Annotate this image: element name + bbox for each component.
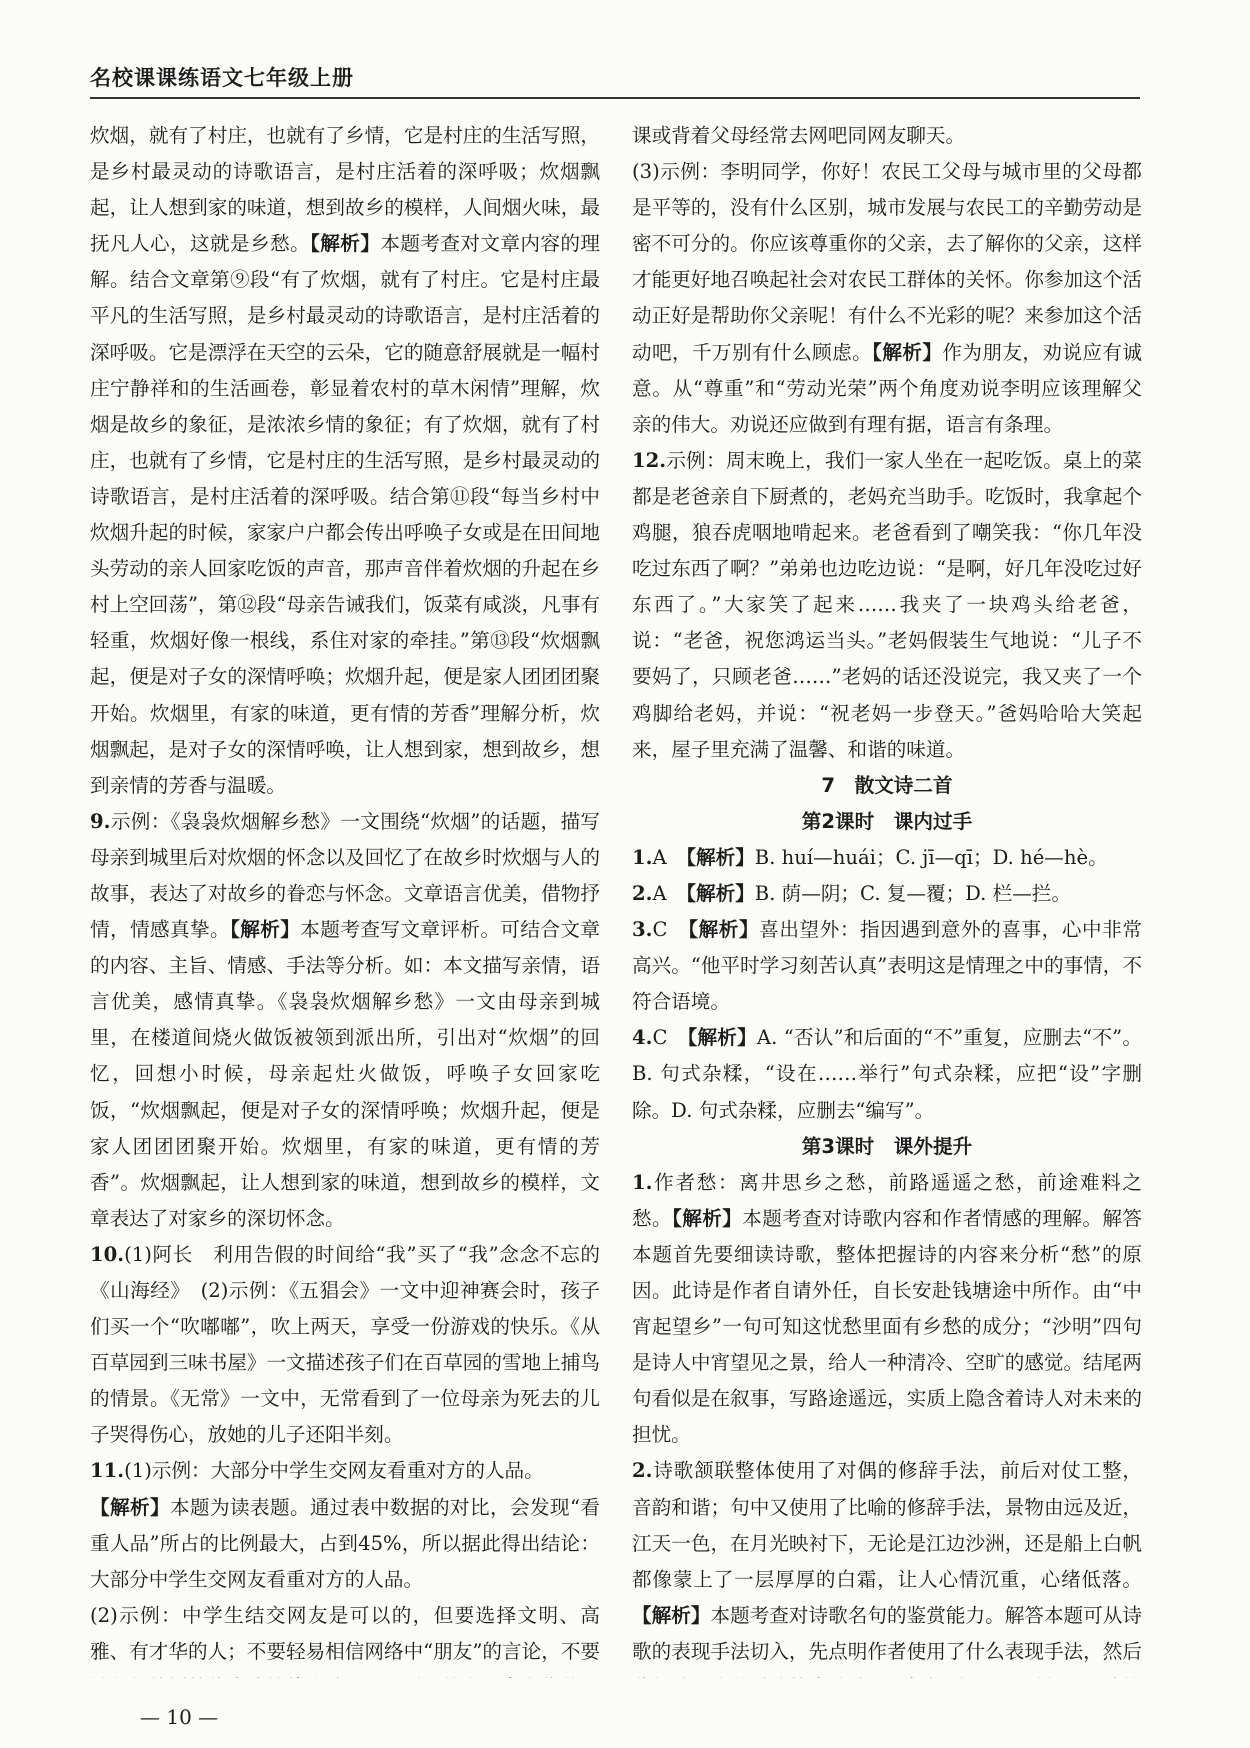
header-divider: [90, 97, 1140, 99]
lesson3-answer-2: 2.诗歌颔联整体使用了对偶的修辞手法，前后对仗工整，音韵和谐；句中又使用了比喻的修辞手法，景物由远及近，江天一色，在月光映衬下，无论是江边沙洲，还是船上白帆都像蒙上了一层厚厚的白霜，让人心情沉重，心绪低落。【解析】本题考查对诗歌名句的鉴赏能力。解答本题可从诗歌的表现手法切入，先点明作者使用了什么表现手法，然后: [632, 1459, 1142, 1663]
right-column: [632, 118, 1142, 1678]
section-title: 7 散文诗二首: [821, 773, 953, 797]
lesson2-answer-1: 1.A 【解析】B. huí—huái；C. jī—qī；D. hé—hè。: [632, 845, 1108, 869]
answer-11: 11.(1)示例：大部分中学生交网友看重对方的人品。: [90, 1459, 544, 1483]
answer-9: 9.示例：《袅袅炊烟解乡愁》一文围绕“炊烟”的话题，描写母亲到城里后对炊烟的怀念以及回忆了在故乡时炊烟与人的故事，表达了对故乡的眷恋与怀念。文章语言优美，借物抒情，情感真挚。【解析】本题考查写文章评析。可结合文章的内容、主旨、情感、手法等分析。如：本文描写亲情，语言优美，感情真挚。《袅袅炊烟解乡愁》一文由母亲到城里，在楼道间烧火做饭被领到派出所，引出对“炊烟”的回忆，回想小时候，母亲起灶火做饭，呼唤子女回家吃饭，“炊烟飘起，便是对子女的深情呼唤；炊烟升起，便是家人团团团聚开始。炊烟里，有家的味道，更有情的芳香”。炊烟飘起，让人想到家的味道，想到故乡的模样，文章表达了对家乡的深切怀念。: [90, 809, 600, 1230]
lesson-2-title: 第2课时 课内过手: [801, 809, 973, 833]
page-number: — 10 —: [140, 1705, 219, 1729]
lesson2-answer-4: 4.C 【解析】A. “否认”和后面的“不”重复，应删去“不”。B. 句式杂糅，“设在……举行”句式杂糅，应把“设”字删除。D. 句式杂糅，应删去“编写”。: [632, 1026, 1142, 1122]
left-column: [90, 118, 600, 1678]
lesson3-answer-1: 1.作者愁：离井思乡之愁，前路遥遥之愁，前途难料之愁。【解析】本题考查对诗歌内容和作者情感的理解。解答本题首先要细读诗歌，整体把握诗的内容来分析“愁”的原因。此诗是作者自请外任，自长安赴钱塘途中所作。由“中宵起望乡”一句可知这忧愁里面有乡愁的成分；“沙明”四句是诗人中宵望见之景，给人一种清冷、空旷的感觉。结尾两句看似是在叙事，写路途遥远，实质上隐含着诗人对未来的担忧。: [632, 1170, 1142, 1447]
lesson-3-title: 第3课时 课外提升: [801, 1134, 973, 1158]
page-header-title: 名校课课练语文七年级上册: [90, 66, 354, 90]
answer-8-continued: 炊烟，就有了村庄，也就有了乡情，它是村庄的生活写照，是乡村最灵动的诗歌语言，是村庄活着的深呼吸；炊烟飘起，让人想到家的味道，想到故乡的模样，人间烟火味，最抚凡人心，这就是乡愁。【解析】本题考查对文章内容的理解。结合文章第⑨段“有了炊烟，就有了村庄。它是村庄最平凡的生活写照，是乡村最灵动的诗歌语言，是村庄活着的深呼吸。它是漂浮在天空的云朵，它的随意舒展就是一幅村庄宁静祥和的生活画卷，彰显着农村的草木闲情”理解，炊烟是故乡的象征，是浓浓乡情的象征；有了炊烟，就有了村庄，也就有了乡情，它是村庄的生活写照，是乡村最灵动的诗歌语言，是村庄活着的深呼吸。结合第⑪段“每当乡村中炊烟升起的时候，家家户户都会传出呼唤子女或是在田间地头劳动的亲人回家吃饭的声音，那声音伴着炊烟的升起在乡村上空回荡”，第⑫段“母亲告诫我们，饭菜有咸淡，凡事有轻重，炊烟好像一根线，系住对家的牵挂。”第⑬段“炊烟飘起，便是对子女的深情呼唤；炊烟升起，便是家人团团团聚开始。炊烟里，有家的味道，更有情的芳香”理解分析，炊烟飘起，是对子女的深情呼唤，让人想到家，想到故乡，想到亲情的芳香与温暖。: [90, 124, 600, 797]
answer-11-analysis: 【解析】本题为读表题。通过表中数据的对比，会发现“看重人品”所占的比例最大，占到45%，所以据此得出结论：大部分中学生交网友看重对方的人品。: [90, 1495, 600, 1591]
answer-10: 10.(1)阿长 利用告假的时间给“我”买了“我”念念不忘的《山海经》 (2)示例：《五猖会》一文中迎神赛会时，孩子们买一个“吹嘟嘟”，吹上两天，享受一份游戏的快乐。《从百草园到三味书屋》一文描述孩子们在百草园的雪地上捕鸟的情景。《无常》一文中，无常看到了一位母亲为死去的儿子哭得伤心，放她的儿子还阳半刻。: [90, 1242, 600, 1447]
answer-11-part3: (3)示例：李明同学，你好！农民工父母与城市里的父母都是平等的，没有什么区别，城市发展与农民工的辛勤劳动是密不可分的。你应该尊重你的父亲，去了解你的父亲，这样才能更好地召唤起社会对农民工群体的关怀。你参加这个活动正好是帮助你父亲呢！有什么不光彩的呢？来参加这个活动吧，千万别有什么顾虑。【解析】作为朋友，劝说应有诚意。从“尊重”和“劳动光荣”两个角度劝说李明应该理解父亲的伟大。劝说还应做到有理有据，语言有条理。: [632, 160, 1142, 436]
lesson2-answer-3: 3.C 【解析】喜出望外：指因遇到意外的喜事，心中非常高兴。“他平时学习刻苦认真”表明这是情理之中的事情，不符合语境。: [632, 918, 1142, 1014]
lesson2-answer-2: 2.A 【解析】B. 荫—阴；C. 复—覆；D. 栏—拦。: [632, 881, 1071, 905]
answer-11-part2: (2)示例：中学生结交网友是可以的，但要选择文明、高雅、有才华的人；不要轻易相信网络中“朋友”的言论，不要: [90, 1603, 600, 1663]
answer-11-part2-continued: 课或背着父母经常去网吧同网友聊天。: [632, 124, 966, 147]
answer-12: 12.示例：周末晚上，我们一家人坐在一起吃饭。桌上的菜都是老爸亲自下厨煮的，老妈充当助手。吃饭时，我拿起个鸡腿，狼吞虎咽地啃起来。老爸看到了嘲笑我：“你几年没吃过东西了啊？”弟弟也边吃边说：“是啊，好几年没吃过好东西了。”大家笑了起来……我夹了一块鸡头给老爸，说：“老爸，祝您鸿运当头。”老妈假装生气地说：“儿子不要妈了，只顾老爸……”老妈的话还没说完，我又夹了一个鸡脚给老妈，并说：“祝老妈一步登天。”爸妈哈哈大笑起来，屋子里充满了温馨、和谐的味道。: [632, 448, 1142, 761]
